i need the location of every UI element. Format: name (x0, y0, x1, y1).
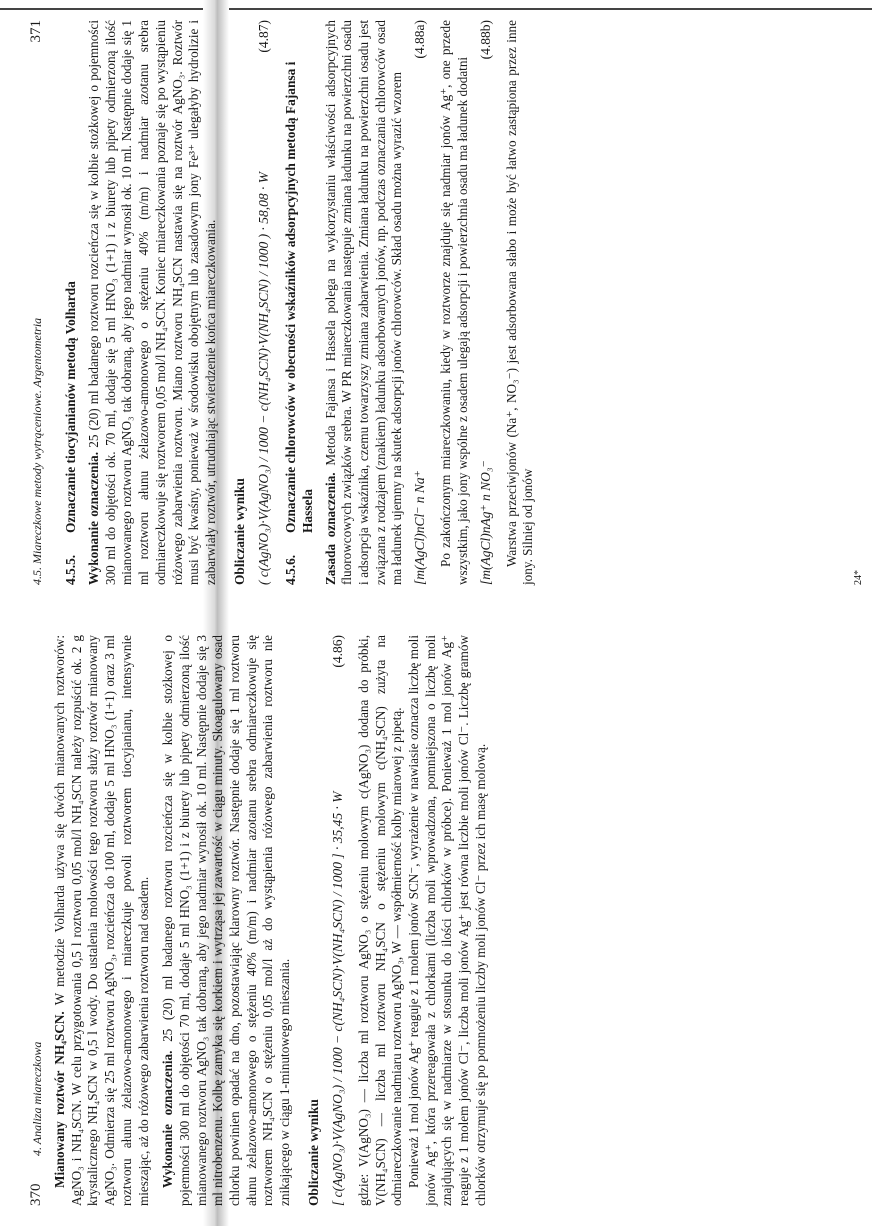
running-title: 4. Analiza miareczkowa (30, 1041, 44, 1156)
left-running-head (28, 635, 52, 1206)
paragraph-lead: Mianowany roztwór NH₄SCN. (52, 1011, 67, 1188)
paragraph-mianowany (52, 635, 152, 1206)
formula-4-88a (412, 20, 428, 585)
paragraph-body: W metodzie Volharda używa się dwóch mianowanych roztworów: AgNO₃ i NH₄SCN. W celu przygotowania 0,5 l roztworu 0,05 mol/l NH₄SCN należy rozpuścić ok. 2 g krystalicznego NH₄SCN w 0,5 l wody. Do ustalenia molowości tego roztworu służy roztwór mianowany AgNO₃. Odmierza się 25 ml roztworu AgNO₃, rozcieńcza do 100 ml, dodaje 5 ml HNO₃ (1+1) oraz 3 ml roztworu ałunu żelazowo-amonowego i miareczkuje powoli roztworem tiocyjanianu, intensywnie mieszając, aż do różowego zabarwienia roztworu nad osadem. (52, 635, 151, 1206)
equation-number: (4.86) (329, 635, 345, 668)
paragraph-warstwa: Warstwa przeciwjonów (Na⁺, NO₃⁻) jest adsorbowana słabo i może być łatwo zastąpiona przez inne jony. Silniej od jonów (503, 20, 536, 585)
section-title: Oznaczanie chlorowców w obecności wskaźników adsorpcyjnych metodą Fajansa i Hassela (282, 61, 315, 533)
formula-expression: [m(AgCl)nAg⁺ n NO₃⁻ (477, 460, 493, 585)
equation-number: (4.88b) (477, 20, 493, 60)
page-number: 371 (28, 20, 44, 43)
left-page (0, 613, 872, 1226)
paragraph-lead: Wykonanie oznaczenia. (86, 451, 101, 585)
signature-mark: 24* (853, 570, 864, 585)
paragraph-lead: Wykonanie oznaczenia. (160, 1050, 176, 1188)
paragraph-zasada (323, 20, 407, 585)
section-number: 4.5.5. (63, 554, 78, 585)
running-title: 4.5. Miareczkowe metody wytrąceniowe. Argentometria (30, 317, 44, 585)
obliczanie-heading: Obliczanie wyniku (231, 478, 247, 585)
paragraph-gdzie: gdzie: V(AgNO₃) — liczba ml roztworu AgNO₃ o stężeniu molowym c(AgNO₃) dodana do próbki, V(NH₄SCN) — liczba ml roztworu NH₄SCN o stężeniu molowym c(NH₄SCN) zużyta na odmiareczkowanie nadmiaru roztworu AgNO₃, W — współmierność kolby miarowej z pipetą. (355, 635, 405, 1206)
formula-expression: ( c(AgNO₃)·V(AgNO₃) / 1000 − c(NH₄SCN)·V(NH₄SCN) / 1000 ) · 58,08 · W (255, 172, 271, 585)
formula-expression: [m(AgCl)nCl⁻ n Na⁺ (412, 470, 428, 585)
paragraph-body: 25 (20) ml badanego roztworu rozcieńcza się w kolbie stożkowej o pojemności 300 ml do objętości 70 ml, dodaje 5 ml HNO₃ (1+1) i z biurety lub pipety odmierzoną ilość mianowanego roztworu AgNO₃ tak dobraną, aby jego nadmiar wynosił ok. 10 ml. Następnie dodaje się 3 ml nitrobenzenu. Kolbę zamyka się korkiem i wytrząsa jej zawartość w ciągu minuty. Skoagulowany osad chlorku powinien opadać na dno, pozostawiając klarowny roztwór. Następnie dodaje się 1 ml roztworu ałunu żelazowo-amonowego o stężeniu 40% (m/m) i nadmiar azotanu srebra odmiareczkowuje się roztworem NH₄SCN o stężeniu 0,05 mol/l aż do wystąpienia różowego zabarwienia roztworu nie znikającego w ciągu 1-minutowego mieszania. (160, 634, 293, 1206)
equation-number: (4.87) (255, 20, 271, 53)
right-running-head (28, 20, 52, 585)
section-title: Oznaczanie tiocyjanianów metodą Volharda (63, 281, 78, 533)
equation-number: (4.88a) (412, 20, 428, 59)
paragraph-wykonanie (86, 20, 220, 585)
paragraph-body: Metoda Fajansa i Hassela polega na wykorzystaniu właściwości adsorpcyjnych fluorowcowych związków srebra. W PR miareczkowania następuje zmiana ładunku na powierzchni osadu i adsorpcja wskaźnika, czemu towarzyszy zmiana zabarwienia. Zmiana ładunku na powierzchni osadu jest związana z rodzajem (znakiem) ładunku adsorbowanych jonów, np. podczas oznaczania chlorowców osad ma ładunek ujemny na skutek adsorpcji jonów chlorowców. Skład osadu można wyrazić wzorem (322, 20, 405, 585)
paragraph-body: 25 (20) ml badanego roztworu rozcieńcza się w kolbie stożkowej o pojemności 300 ml do objętości ok. 70 ml, dodaje się 5 ml HNO₃ (1+1) i z biurety lub pipety odmierzoną ilość mianowanego roztworu AgNO₃ tak dobraną, aby jego nadmiar wynosił ok. 10 ml. Następnie dodaje się 1 ml roztworu ałunu żelazowo-amonowego o stężeniu 40% (m/m) i nadmiar azotanu srebra odmiareczkowuje się roztworem 0,05 mol/l NH₄SCN. Koniec miareczkowania poznaje się po wystąpieniu różowego zabarwienia roztworu. Miano roztworu NH₄SCN nastawia się na roztwór AgNO₃. Roztwór musi być kwaśny, ponieważ w środowisku obojętnym lub zasadowym jony Fe³⁺ ulegałyby hydrolizie i zabarwiały roztwór, utrudniając stwierdzenie końca miareczkowania. (86, 19, 218, 585)
section-heading-4-5-6 (282, 20, 316, 585)
paragraph-lead: Zasada oznaczenia. (322, 472, 338, 585)
paragraph-po-zakonczonym: Po zakończonym miareczkowaniu, kiedy w roztworze znajduje się nadmiar jonów Ag⁺, one przede wszystkim, jako jony wspólne z osadem ulegają adsorpcji i powierzchnia osadu ma ładunek dodatni (438, 20, 470, 585)
paragraph-wykonanie (160, 635, 294, 1206)
section-number: 4.5.6. (282, 554, 298, 585)
formula-4-86 (330, 635, 346, 1206)
paragraph-poniewaz: Ponieważ 1 mol jonów Ag⁺ reaguje z 1 molem jonów SCN⁻, wyrażenie w nawiasie oznacza liczbę moli jonów Ag⁺, która przereagowała z chlorkami (liczba moli wprowadzona, pomniejszona o liczbę moli znajdujących się w nadmiarze w stosunku do ilości chlorków w próbce). Ponieważ 1 mol jonów Ag⁺ reaguje z 1 molem jonów Cl⁻, liczba moli jonów Ag⁺ jest równa liczbie moli jonów Cl⁻. Liczbę gramów chlorków otrzymuje się po pomnożeniu liczby moli jonów Cl⁻ przez ich masę molową. (405, 635, 488, 1206)
formula-4-88b (478, 20, 494, 585)
formula-expression: [ c(AgNO₃)·V(AgNO₃) / 1000 − c(NH₄SCN)·V(NH₄SCN) / 1000 ] · 35,45 · W (329, 791, 345, 1206)
formula-4-87 (256, 20, 272, 585)
obliczanie-heading: Obliczanie wyniku (305, 1099, 321, 1206)
page-number: 370 (28, 1183, 44, 1206)
section-heading-4-5-5 (62, 20, 79, 585)
